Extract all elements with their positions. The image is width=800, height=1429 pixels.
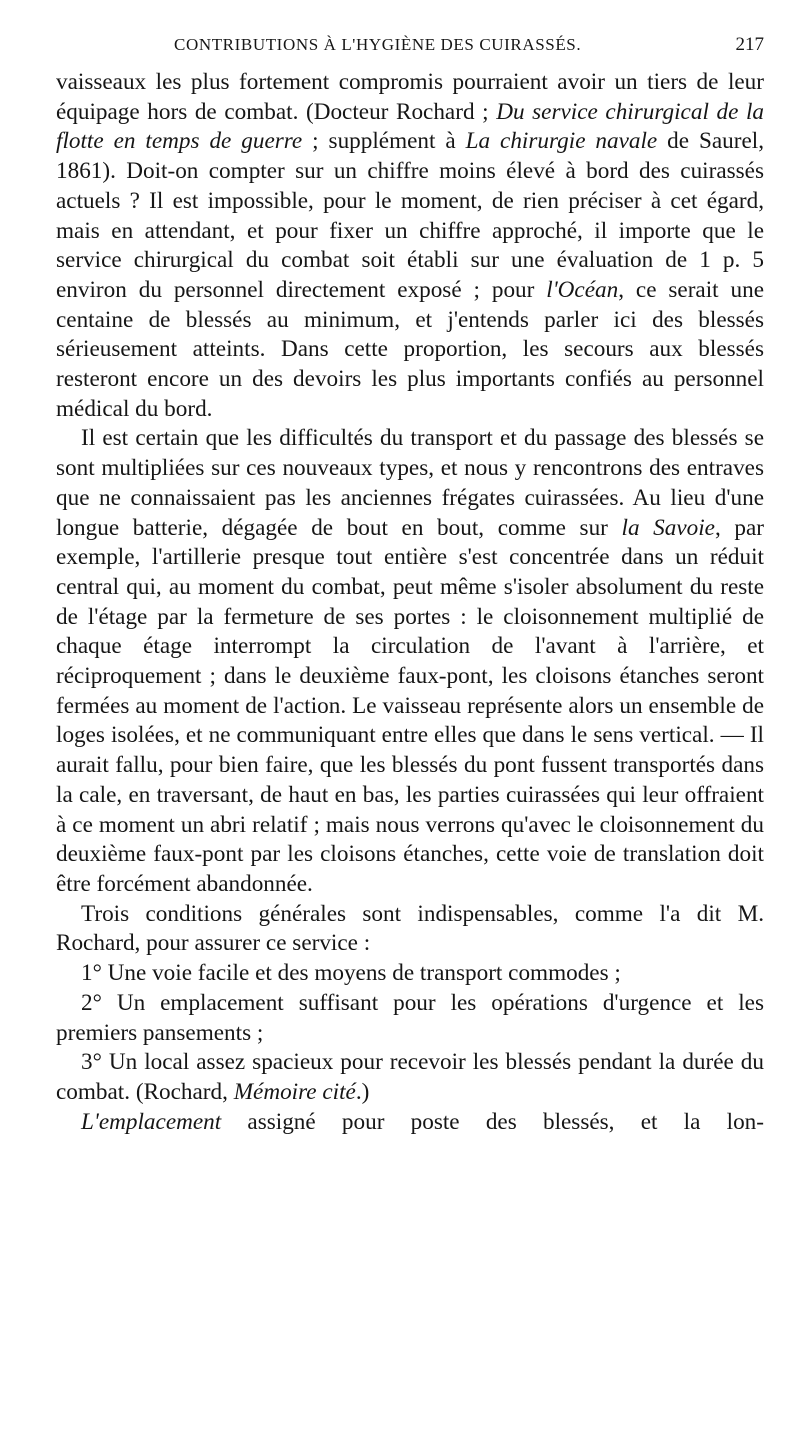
paragraph-2-text-c: , par exemple, l'artillerie presque tout entière s'est concentrée dans un réduit central qui, au moment du combat, peut même s'isoler absolument du reste de l'étage par la fermeture de ses portes : le cloisonnement multiplié de chaque étage interrompt la circulation de l'avant à l'arrière, et réciproquement ; dans le deuxième faux-pont, les cloisons étanches seront fermées au moment de l'action. Le vaisseau représente alors un ensemble de loges isolées, et ne communiquant entre elles que dans le sens vertical. — Il aurait fallu, pour bien faire, que les blessés du pont fussent transportés dans la cale, en traversant, de haut en bas, les parties cuirassées qui leur offraient à ce moment un abri relatif ; mais nous verrons qu'avec le cloisonnement du deuxième faux-pont par les cloisons étanches, cette voie de translation doit être forcément abandonnée. [56, 514, 765, 897]
paragraph-1-text-g: , ce serait une centaine de blessés au minimum, et j'entends parler ici des blessés sérieusement atteints. Dans cette proportion, les secours aux blessés resteront encore un des devoirs les plus importants confiés au personnel médical du bord. [56, 276, 764, 422]
ship-name-ocean: l'Océan [546, 276, 619, 303]
ship-name-savoie: la Savoie [621, 514, 715, 541]
running-title: CONTRIBUTIONS À L'HYGIÈNE DES CUIRASSÉS. [174, 35, 582, 54]
list-item-1: 1° Une voie facile et des moyens de transport commodes ; [81, 960, 621, 987]
paragraph-1-text-c: ; supplément à [302, 128, 466, 155]
paragraph-2 [56, 424, 764, 899]
cited-memoire: Mémoire cité [233, 1078, 356, 1105]
list-item-2: 2° Un emplacement suffisant pour les opérations d'urgence et les premiers pansements ; [56, 989, 764, 1046]
list-item-3-text-a: 3° Un local assez spacieux pour recevoir les blessés pendant la durée du combat. (Rochard, [56, 1049, 764, 1105]
cited-title-chirurgie-navale: La chirurgie navale [465, 128, 658, 155]
cited-title-service-chirurgical: Du service chirurgical de la flotte en temps de guerre [56, 98, 765, 155]
paragraph-4-text-b: assigné pour poste des blessés, et la lon- [221, 1108, 764, 1135]
paragraph-1 [56, 68, 764, 424]
body-text [56, 68, 764, 1137]
paragraph-3: Trois conditions générales sont indispensables, comme l'a dit M. Rochard, pour assurer ce service : [56, 900, 764, 957]
list-item-3-text-c: .) [355, 1078, 370, 1105]
term-emplacement: L'emplacement [81, 1108, 222, 1135]
running-head [56, 34, 764, 56]
page-number: 217 [735, 34, 764, 55]
paragraph-1-text-a: vaisseaux les plus fortement compromis pourraient avoir un tiers de leur équipage hors de combat. (Docteur Rochard ; [56, 69, 764, 125]
list-item-3 [56, 1048, 764, 1107]
paragraph-1-text-e: de Saurel, 1861). Doit-on compter sur un chiffre moins élevé à bord des cuirassés actuels ? Il est impossible, pour le moment, de rien préciser à cet égard, mais en attendant, et pour fixer un chiffre approché, il importe que le service chirurgical du combat soit établi sur une évaluation de 1 p. 5 environ du personnel directement exposé ; pour [56, 128, 765, 303]
paragraph-2-text-a: Il est certain que les difficultés du transport et du passage des blessés se sont multipliées sur ces nouveaux types, et nous y rencontrons des entraves que ne connaissaient pas les anciennes frégates cuirassées. Au lieu d'une longue batterie, dégagée de bout en bout, comme sur [56, 425, 764, 541]
paragraph-4 [56, 1108, 764, 1138]
